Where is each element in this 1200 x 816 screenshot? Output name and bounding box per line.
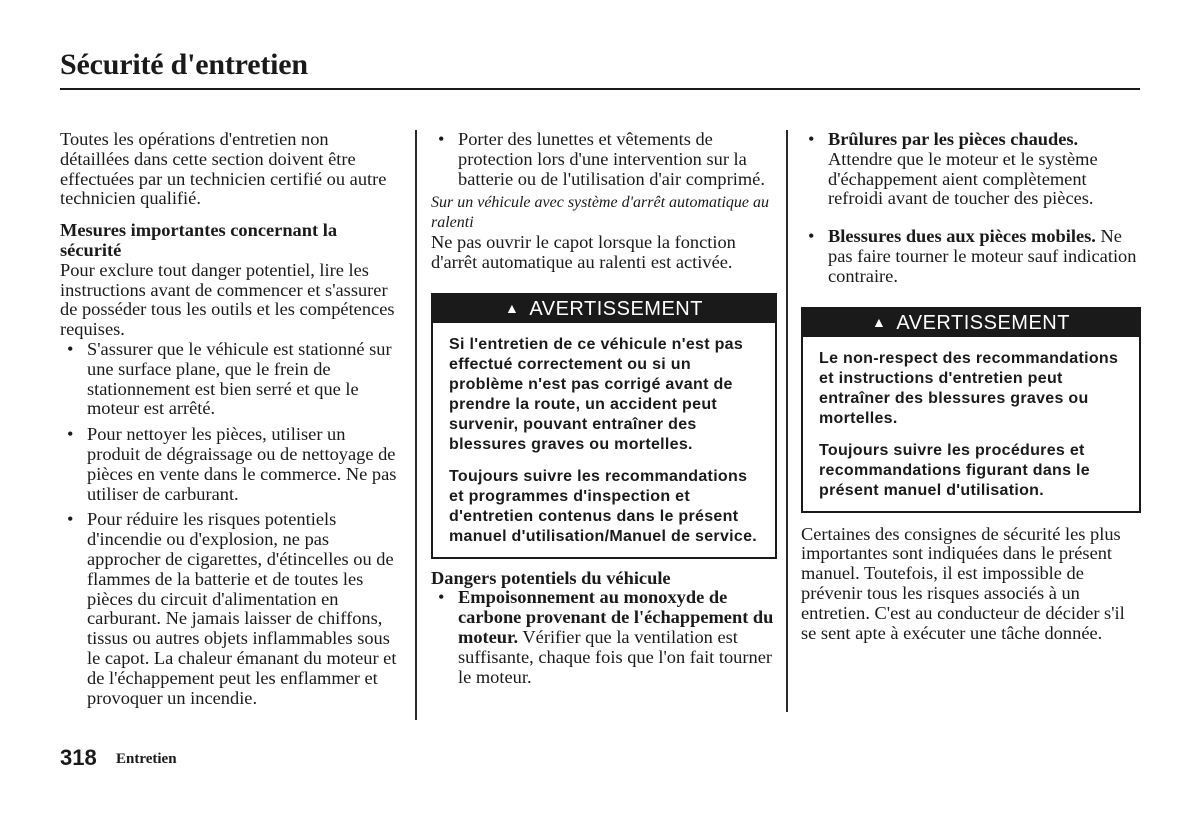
warning-paragraph: Le non-respect des recommandations et instructions d'entretien peut entraîner des blessures graves ou mortelles.	[819, 349, 1119, 427]
warning-paragraph: Toujours suivre les procédures et recommandations figurant dans le présent manuel d'utilisation.	[819, 441, 1090, 499]
intro-paragraph: Toutes les opérations d'entretien non détaillées dans cette section doivent être effectuées par un technicien certifié ou autre technicien qualifié.	[60, 129, 387, 209]
column-1	[60, 130, 400, 708]
closing-paragraph: Certaines des consignes de sécurité les plus importantes sont indiquées dans le présent manuel. Toutefois, il est impossible de prévenir tous les risques associés à un entretien. C'est au conducteur de décider s'il se sent apte à exécuter une tâche donnée.	[801, 523, 1125, 643]
safety-heading: Mesures importantes concernant la sécurité	[60, 220, 338, 260]
warning-triangle-icon: ▲	[872, 313, 887, 330]
warning-header: ▲ AVERTISSEMENT	[433, 295, 775, 323]
list-item: • Brûlures par les pièces chaudes. Attendre que le moteur et le système d'échappement aient complètement refroidi avant de toucher des pièces.	[808, 129, 1098, 209]
column-divider-1	[415, 130, 417, 720]
list-item: • Pour réduire les risques potentiels d'incendie ou d'explosion, ne pas approcher de cigarettes, d'étincelles ou de flammes de la batterie et de toutes les pièces du circuit d'alimentation en carburant. Ne jamais laisser de chiffons, tissus ou autres objets inflammables sous le capot. La chaleur émanant du moteur et de l'échappement peut les enflammer et provoquer un incendie.	[67, 509, 397, 708]
list-item: • Empoisonnement au monoxyde de carbone provenant de l'échappement du moteur. Vérifier que la ventilation est suffisante, chaque fois que l'on fait tourner le moteur.	[438, 587, 774, 687]
bullet-dot-icon: •	[438, 587, 445, 608]
dangers-bullet-list	[431, 588, 777, 687]
safety-paragraph: Pour exclure tout danger potentiel, lire les instructions avant de commencer et s'assurer de posséder tous les outils et les compétences requises.	[60, 259, 395, 340]
warning-header: ▲ AVERTISSEMENT	[803, 309, 1139, 337]
hazard-bullet-list	[801, 130, 1141, 287]
list-item: • S'assurer que le véhicule est stationné sur une surface plane, que le frein de stationnement est bien serré et que le moteur est arrêté.	[67, 338, 392, 419]
warning-triangle-icon: ▲	[505, 299, 520, 316]
page-number: 318	[60, 745, 97, 770]
italic-note: Sur un véhicule avec système d'arrêt automatique au ralenti	[431, 194, 769, 232]
bullet-dot-icon: •	[808, 226, 815, 247]
list-item: • Pour nettoyer les pièces, utiliser un produit de dégraissage ou de nettoyage de pièces en vente dans le commerce. Ne pas utiliser de carburant.	[67, 424, 397, 504]
page-title: Sécurité d'entretien	[60, 48, 308, 81]
list-item: • Blessures dues aux pièces mobiles. Ne pas faire tourner le moteur sauf indication contraire.	[808, 226, 1137, 286]
note-text: Ne pas ouvrir le capot lorsque la fonction d'arrêt automatique au ralenti est activée.	[431, 231, 736, 272]
bullet-dot-icon: •	[67, 338, 74, 359]
column-2	[431, 130, 777, 687]
list-item: • Porter des lunettes et vêtements de protection lors d'une intervention sur la batterie ou de l'utilisation d'air comprimé.	[438, 129, 765, 189]
section-label: Entretien	[116, 751, 177, 767]
warning-body	[433, 323, 775, 557]
warning-box	[801, 307, 1141, 513]
safety-bullet-list	[60, 340, 400, 708]
bullet-dot-icon: •	[67, 424, 74, 445]
warning-body	[803, 337, 1139, 511]
column-divider-2	[786, 130, 788, 712]
column-3	[801, 130, 1141, 643]
warning-box	[431, 293, 777, 559]
title-divider	[60, 88, 1140, 90]
warning-paragraph: Si l'entretien de ce véhicule n'est pas effectué correctement ou si un problème n'est pas corrigé avant de prendre la route, un accident peut survenir, pouvant entraîner des blessures graves ou mortelles.	[449, 335, 744, 453]
protection-bullet-list	[431, 130, 777, 189]
bullet-dot-icon: •	[438, 129, 445, 149]
bullet-dot-icon: •	[67, 509, 74, 530]
warning-paragraph: Toujours suivre les recommandations et programmes d'inspection et d'entretien contenus dans le présent manuel d'utilisation/Manuel de service.	[449, 467, 758, 545]
dangers-heading: Dangers potentiels du véhicule	[431, 567, 671, 588]
bullet-dot-icon: •	[808, 129, 815, 149]
